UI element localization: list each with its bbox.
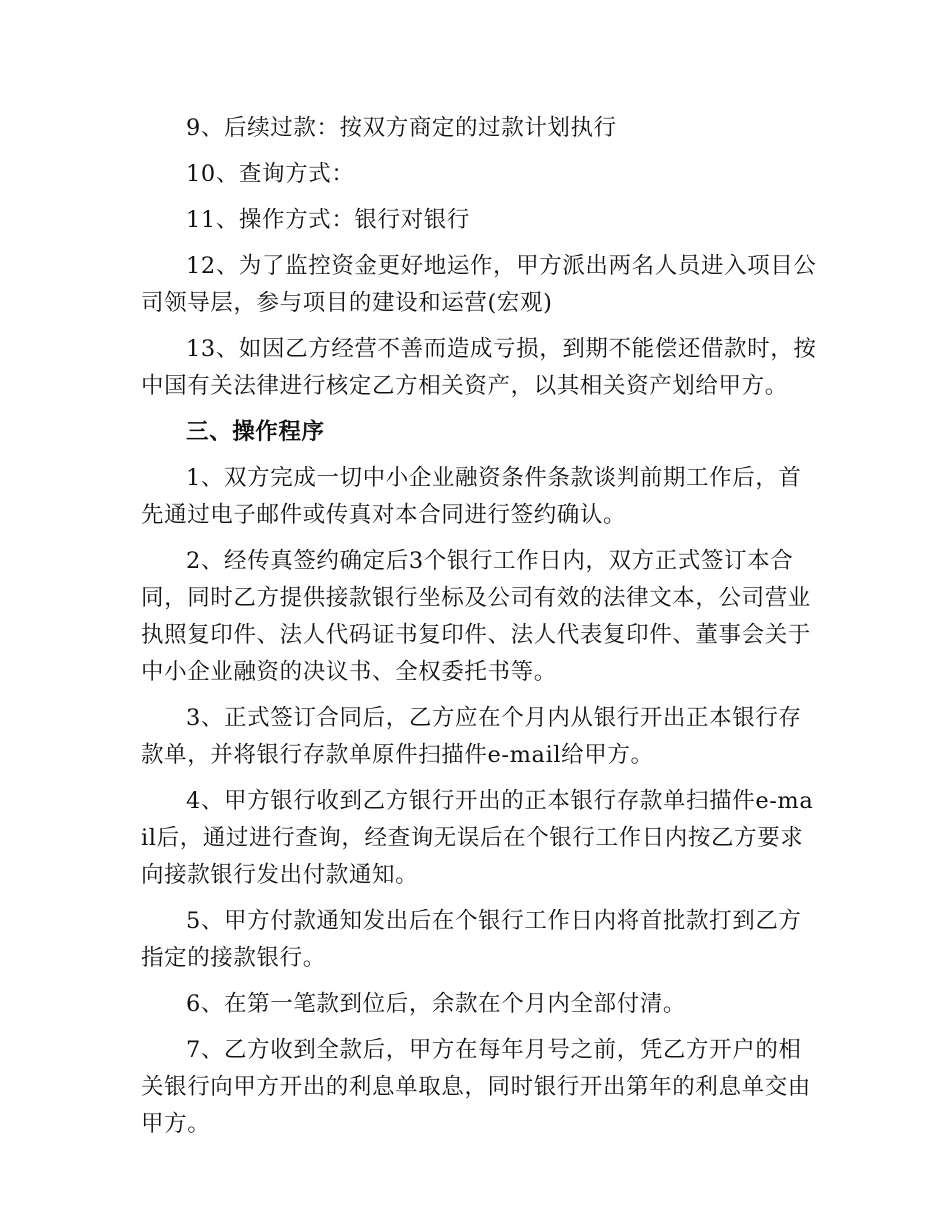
procedure-step-4: 4、甲方银行收到乙方银行开出的正本银行存款单扫描件e-mail后，通过进行查询，经查询无误后在个银行工作日内按乙方要求向接款银行发出付款通知。 [141, 788, 814, 888]
section-heading-operation-procedure: 三、操作程序 [186, 419, 325, 445]
procedure-step-2: 2、经传真签约确定后3个银行工作日内，双方正式签订本合同，同时乙方提供接款银行坐标及公司有效的法律文本，公司营业执照复印件、法人代码证书复印件、法人代表复印件、董事会关于中小企业融资的决议书、全权委托书等。 [141, 548, 811, 685]
procedure-step-3: 3、正式签订合同后，乙方应在个月内从银行开出正本银行存款单，并将银行存款单原件扫描件e-mail给甲方。 [141, 705, 802, 768]
clause-13: 13、如因乙方经营不善而造成亏损，到期不能偿还借款时，按中国有关法律进行核定乙方相关资产，以其相关资产划给甲方。 [141, 336, 817, 399]
clause-12: 12、为了监控资金更好地运作，甲方派出两名人员进入项目公司领导层，参与项目的建设和运营(宏观) [141, 253, 817, 316]
procedure-step-6: 6、在第一笔款到位后，余款在个月内全部付清。 [186, 991, 687, 1017]
clause-11: 11、操作方式：银行对银行 [186, 207, 470, 233]
clause-9: 9、后续过款：按双方商定的过款计划执行 [186, 115, 617, 141]
document-body [141, 110, 821, 1152]
procedure-step-5: 5、甲方付款通知发出后在个银行工作日内将首批款打到乙方指定的接款银行。 [141, 908, 802, 971]
procedure-step-7: 7、乙方收到全款后，甲方在每年月号之前，凭乙方开户的相关银行向甲方开出的利息单取息，同时银行开出第年的利息单交由甲方。 [141, 1037, 811, 1137]
clause-10: 10、查询方式： [186, 161, 355, 187]
procedure-step-1: 1、双方完成一切中小企业融资条件条款谈判前期工作后，首先通过电子邮件或传真对本合同进行签约确认。 [141, 465, 802, 528]
